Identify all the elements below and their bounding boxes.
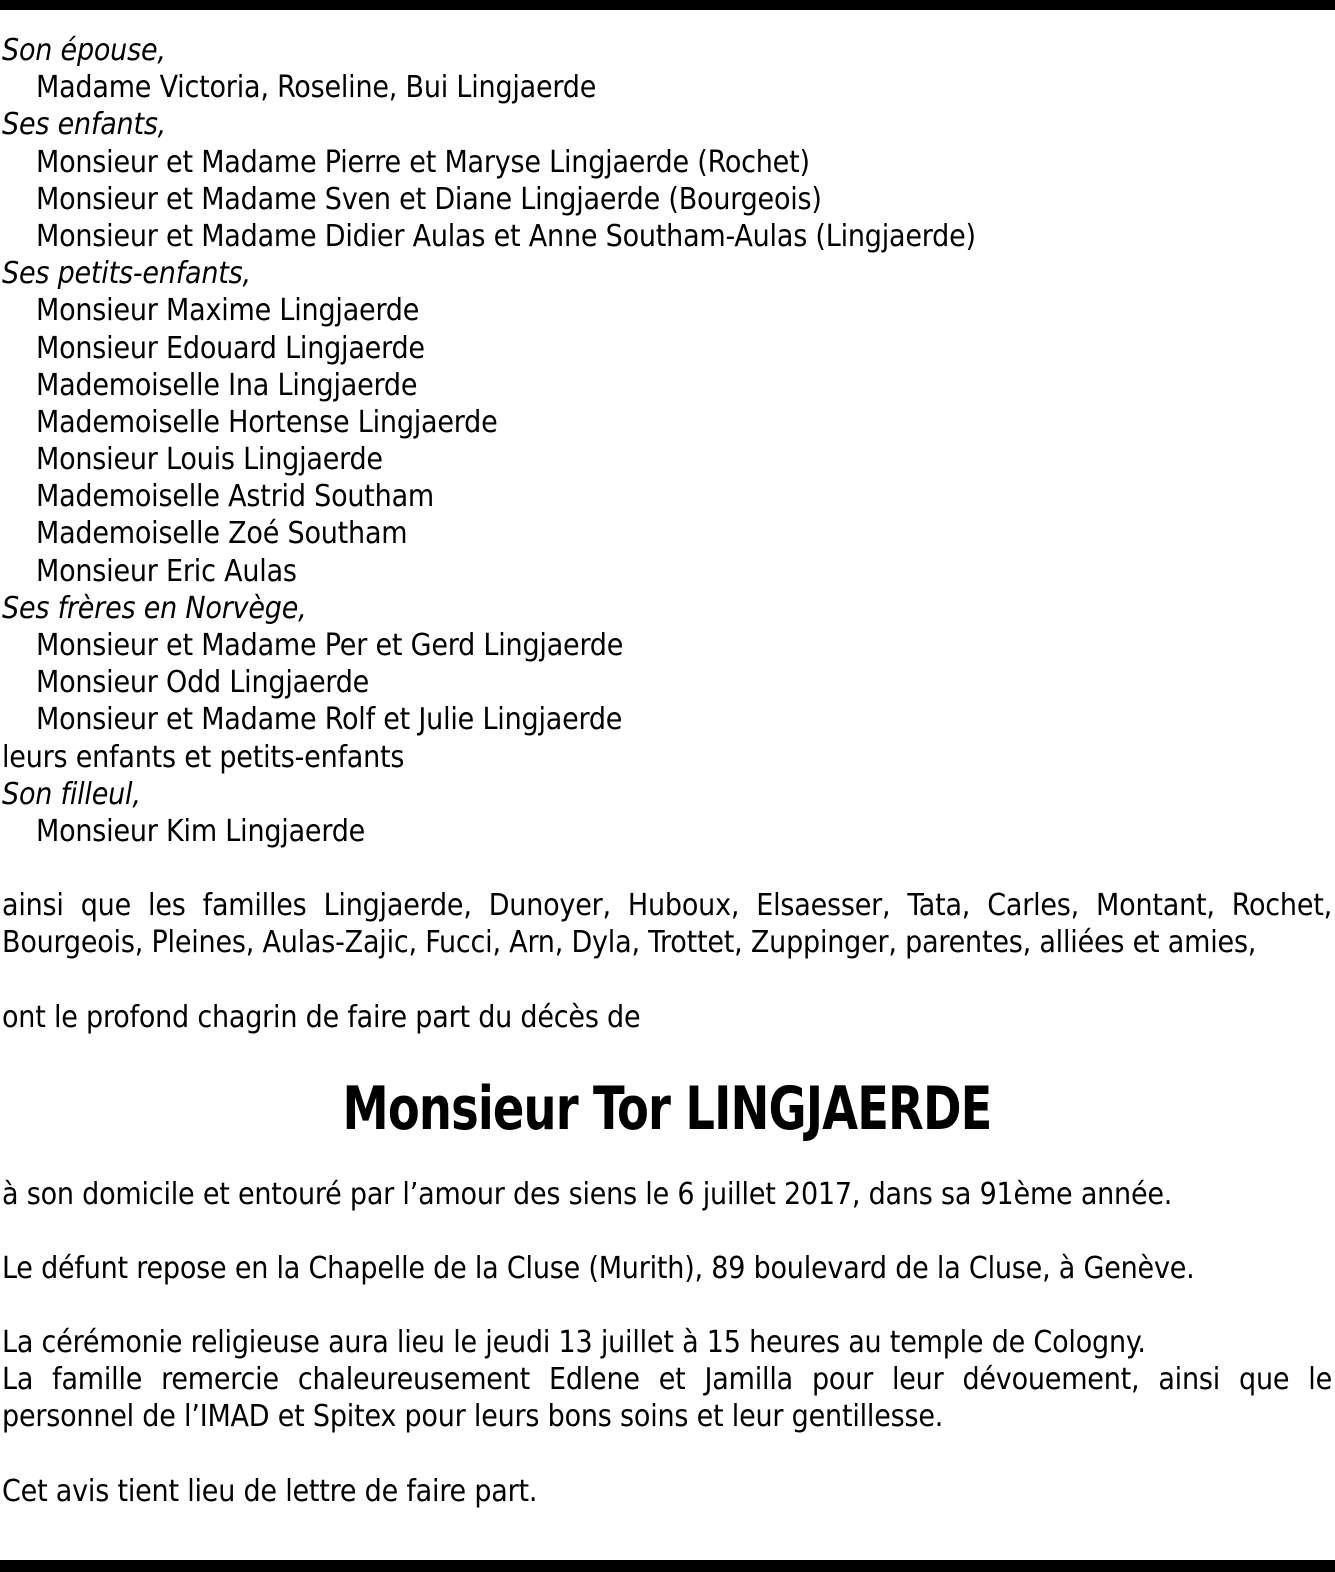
family-member: Mademoiselle Hortense Lingjaerde: [36, 404, 498, 440]
family-member: Monsieur Odd Lingjaerde: [36, 665, 370, 701]
spacer: [2, 1213, 1332, 1250]
family-section-brothers: [2, 590, 1332, 776]
ceremony-info: La cérémonie religieuse aura lieu le jeudi 13 juillet à 15 heures au temple de Cologny.: [2, 1325, 1146, 1361]
family-member: Monsieur et Madame Pierre et Maryse Lingjaerde (Rochet): [36, 144, 810, 180]
family-member: Monsieur Maxime Lingjaerde: [36, 293, 420, 329]
family-member: Mademoiselle Astrid Southam: [36, 479, 435, 515]
spacer: [2, 1436, 1332, 1473]
death-details: à son domicile et entouré par l’amour des siens le 6 juillet 2017, dans sa 91ème année.: [2, 1176, 1173, 1212]
family-section-godson: [2, 776, 1332, 850]
spacer: [2, 1287, 1332, 1324]
section-heading: Son filleul,: [2, 776, 141, 812]
thanks-paragraph: La famille remercie chaleureusement Edlene et Jamilla pour leur dévouement, ainsi que le personnel de l’IMAD et Spitex pour leurs bons soins et leur gentillesse.: [2, 1362, 1332, 1435]
family-note: leurs enfants et petits-enfants: [2, 739, 405, 775]
rest-place: Le défunt repose en la Chapelle de la Cluse (Murith), 89 boulevard de la Cluse, à Genève.: [2, 1250, 1195, 1286]
family-member: Mademoiselle Ina Lingjaerde: [36, 367, 418, 403]
family-member: Monsieur Eric Aulas: [36, 553, 297, 589]
family-section-children: [2, 106, 1332, 255]
family-member: Madame Victoria, Roseline, Bui Lingjaerde: [36, 70, 597, 106]
obituary-notice: [2, 32, 1332, 1510]
families-paragraph: ainsi que les familles Lingjaerde, Dunoyer, Huboux, Elsaesser, Tata, Carles, Montant, Rochet, Bourgeois, Pleines, Aulas-Zajic, Fucci, Arn, Dyla, Trottet, Zuppinger, parentes, alliées et amies,: [2, 888, 1332, 961]
closing-note: Cet avis tient lieu de lettre de faire part.: [2, 1473, 538, 1509]
family-member: Monsieur et Madame Per et Gerd Lingjaerde: [36, 628, 624, 663]
family-member: Mademoiselle Zoé Southam: [36, 516, 408, 552]
family-member: Monsieur et Madame Sven et Diane Lingjaerde (Bourgeois): [36, 181, 822, 217]
family-member: Monsieur Louis Lingjaerde: [36, 442, 383, 478]
family-member: Monsieur et Madame Didier Aulas et Anne Southam-Aulas (Lingjaerde): [36, 218, 976, 254]
family-member: Monsieur Kim Lingjaerde: [36, 813, 366, 849]
deceased-name: Monsieur Tor LINGJAERDE: [342, 1073, 992, 1144]
section-heading: Ses petits-enfants,: [2, 256, 251, 292]
section-heading: Son épouse,: [2, 33, 166, 68]
spacer: [2, 850, 1332, 887]
section-heading: Ses enfants,: [2, 107, 167, 143]
family-section-spouse: [2, 32, 1332, 106]
spacer: [2, 962, 1332, 999]
section-heading: Ses frères en Norvège,: [2, 590, 307, 626]
family-member: Monsieur et Madame Rolf et Julie Lingjaerde: [36, 702, 623, 738]
family-member: Monsieur Edouard Lingjaerde: [36, 330, 425, 366]
bottom-rule: [0, 1560, 1335, 1572]
top-rule: [0, 0, 1335, 10]
announcement-text: ont le profond chagrin de faire part du décès de: [2, 999, 641, 1035]
family-section-grandchildren: [2, 255, 1332, 590]
